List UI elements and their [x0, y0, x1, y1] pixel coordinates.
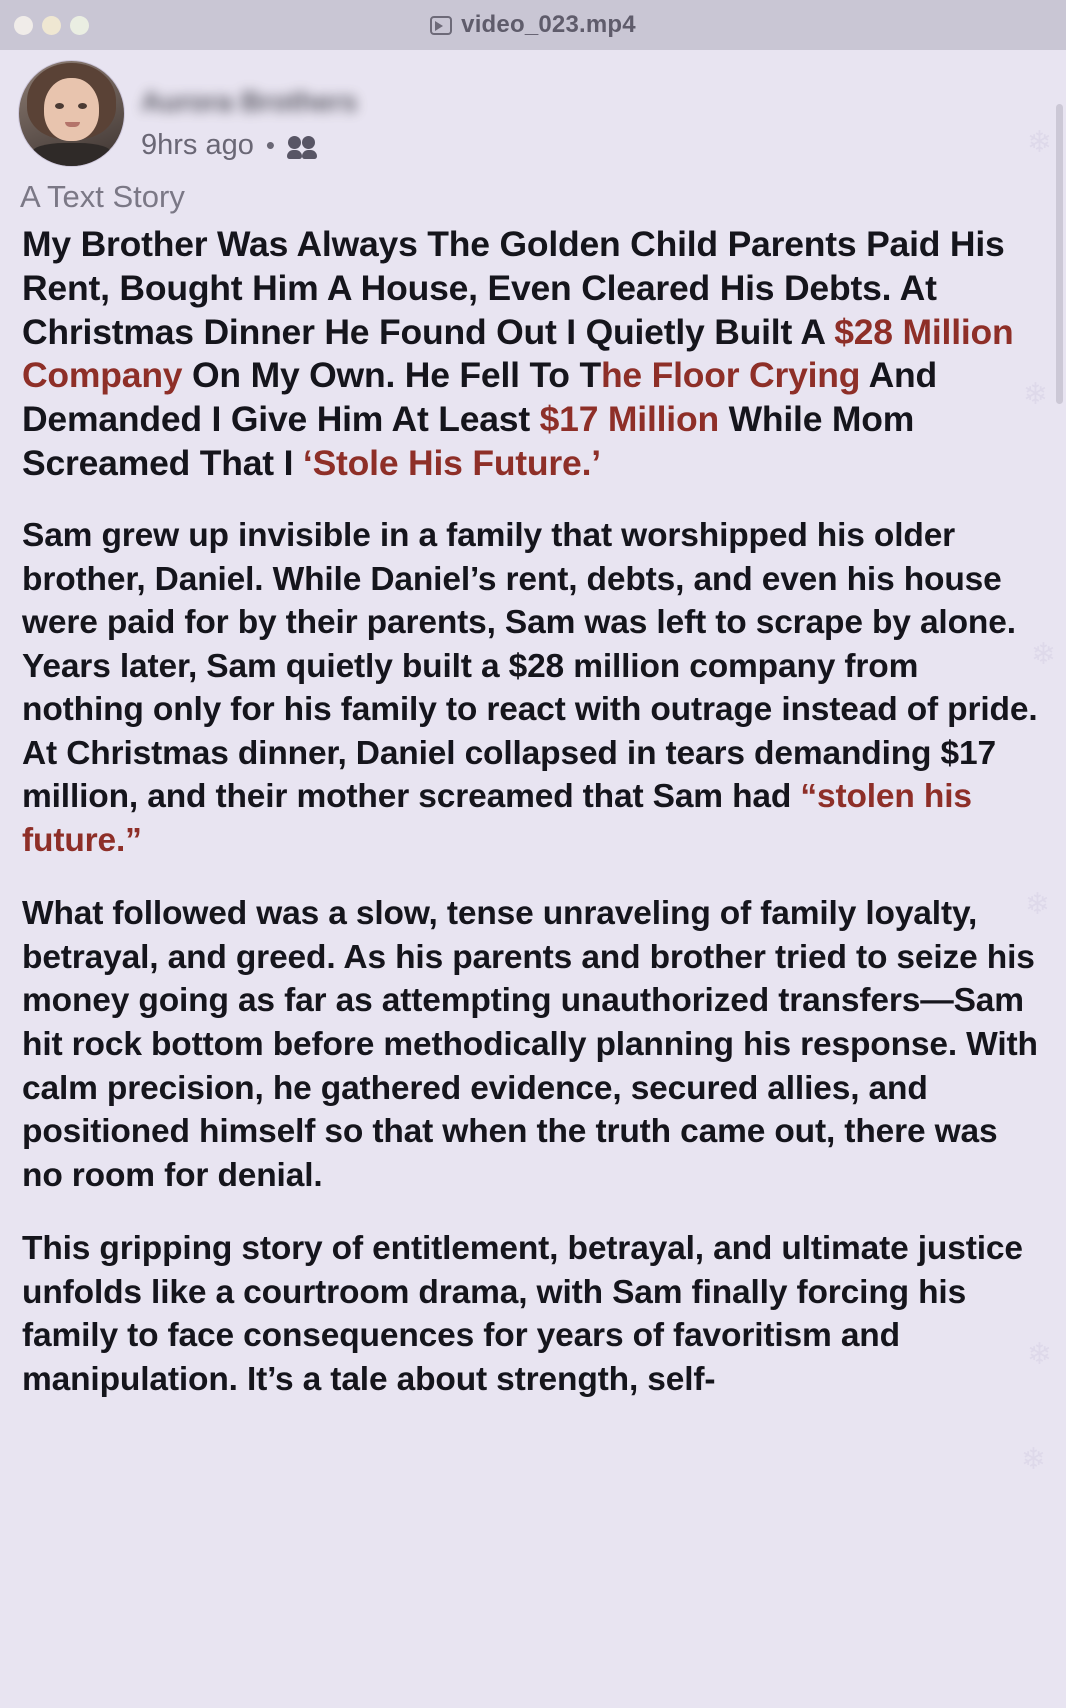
watermark-flower: ❄ [1026, 126, 1052, 159]
post-header [0, 50, 1066, 167]
watermark-flower: ❄ [1024, 888, 1050, 921]
friends-icon[interactable] [287, 133, 321, 159]
headline-seg: And Demanded I Give Him At Least [22, 355, 938, 440]
film-icon [430, 16, 452, 35]
story-paragraph-2: What followed was a slow, tense unraveling of family loyalty, betrayal, and greed. As his parents and brother tried to seize his money going as far as attempting unauthorized transfers—Sam hit rock bottom before methodically planning his response. With calm precision, he gathered evidence, secured allies, and positioned himself so that when the truth came out, there was no room for denial. [22, 895, 1038, 1194]
avatar-body [32, 143, 112, 166]
watermark-flower: ❄ [1030, 638, 1056, 671]
window-title: video_023.mp4 [461, 11, 636, 38]
meta-separator: • [265, 130, 275, 160]
watermark-flower: ❄ [1020, 1443, 1046, 1476]
story-headline [22, 223, 1044, 486]
section-label: A Text Story [20, 179, 185, 214]
close-button[interactable] [14, 16, 33, 35]
story-paragraph-1 [22, 514, 1044, 862]
post-meta [141, 129, 357, 162]
post-author-block [141, 60, 357, 162]
headline-seg-highlight: $28 Million Company [22, 311, 1014, 396]
vertical-scrollbar[interactable] [1056, 104, 1063, 404]
avatar-face [44, 78, 99, 141]
post-content [0, 50, 1066, 1708]
avatar-eye-left [55, 103, 64, 109]
minimize-button[interactable] [42, 16, 61, 35]
title-bar [0, 0, 1066, 50]
headline-seg: On My Own. He Fell To T [182, 355, 601, 396]
headline-seg-highlight: ‘Stole His Future.’ [302, 443, 601, 484]
author-name[interactable]: Aurora Brothers [141, 86, 358, 117]
avatar-eye-right [78, 103, 87, 109]
avatar[interactable] [18, 60, 125, 167]
paragraph-1-quote: “stolen his future.” [22, 778, 972, 859]
window-controls[interactable] [14, 16, 89, 35]
headline-seg: While Mom Screamed That I [22, 399, 915, 484]
post-timestamp: 9hrs ago [141, 129, 254, 161]
headline-seg-highlight: he Floor Crying [600, 355, 861, 396]
zoom-button[interactable] [70, 16, 89, 35]
headline-seg: My Brother Was Always The Golden Child Parents Paid His Rent, Bought Him A House, Even Cleared His Debts. At Christmas Dinner He Found Out I Quietly Built A [22, 224, 1005, 352]
story-paragraph-3: This gripping story of entitlement, betrayal, and ultimate justice unfolds like a courtroom drama, with Sam finally forcing his family to face consequences for years of favoritism and manipulation. It’s a tale about strength, self- [22, 1230, 1023, 1398]
watermark-flower: ❄ [1022, 378, 1048, 411]
watermark-flower: ❄ [1026, 1338, 1052, 1371]
story-body [0, 217, 1066, 1401]
window-title-group [0, 0, 1066, 50]
headline-seg-highlight: $17 Million [539, 399, 719, 440]
paragraph-1-text: Sam grew up invisible in a family that worshipped his older brother, Daniel. While Daniel’s rent, debts, and even his house were paid for by their parents, Sam was left to scrape by alone. Years later, Sam quietly built a $28 million company from nothing only for his family to react with outrage instead of pride. At Christmas dinner, Daniel collapsed in tears demanding $17 million, and their mother screamed that Sam had [22, 516, 1038, 816]
